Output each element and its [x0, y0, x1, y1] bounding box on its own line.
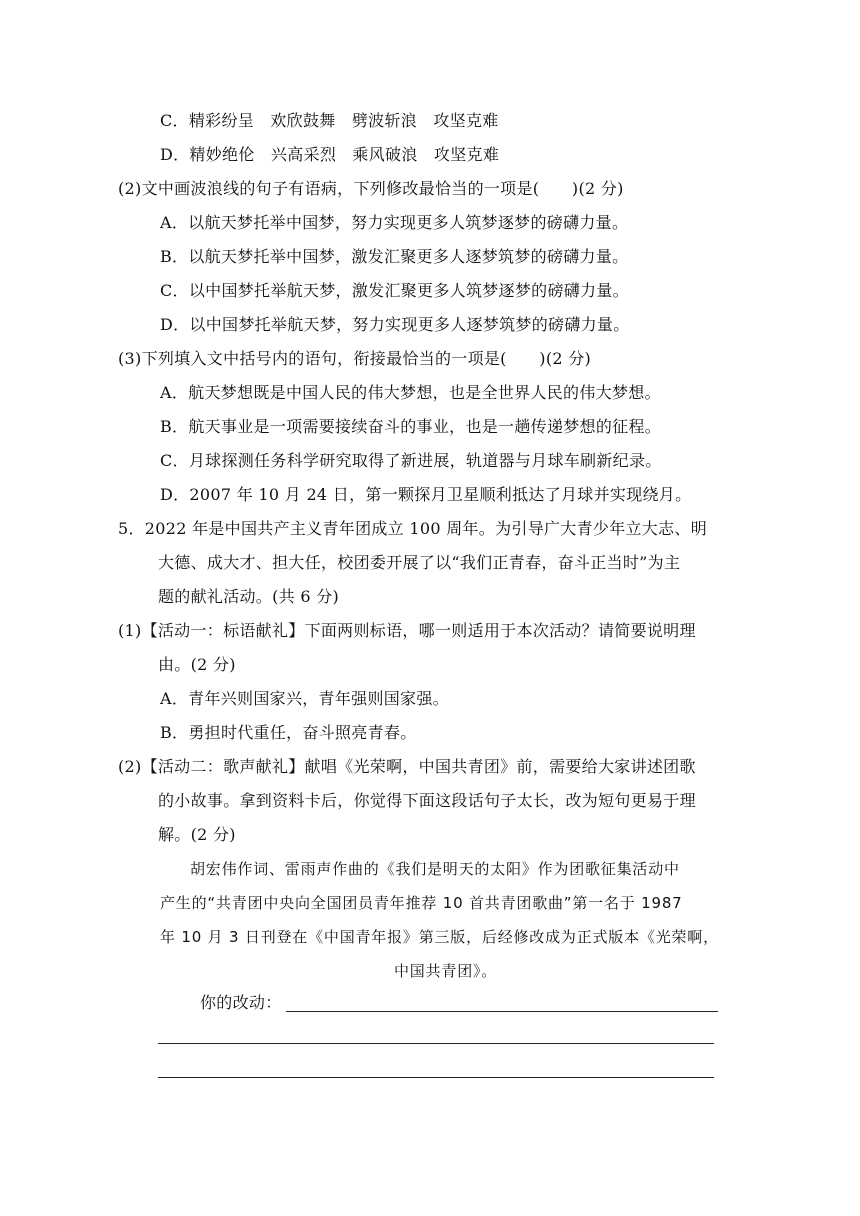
- quote-line-3: 年 10 月 3 日刊登在《中国青年报》第三版，后经修改成为正式版本《光荣啊，: [160, 928, 719, 946]
- q4-2-option-c: C．以中国梦托举航天梦，激发汇聚更多人筑梦逐梦的磅礴力量。: [160, 281, 629, 300]
- q4-2-option-a: A．以航天梦托举中国梦，努力实现更多人筑梦逐梦的磅礴力量。: [160, 213, 629, 232]
- q5-2-stem-line-3: 解。(2 分): [158, 825, 236, 844]
- quote-line-1: 胡宏伟作词、雷雨声作曲的《我们是明天的太阳》作为团歌征集活动中: [190, 860, 680, 878]
- q4-1-option-c: C．精彩纷呈 欢欣鼓舞 劈波斩浪 攻坚克难: [160, 111, 499, 130]
- q5-2-stem-line-1: (2)【活动二：歌声献礼】献唱《光荣啊，中国共青团》前，需要给大家讲述团歌: [118, 757, 696, 776]
- quote-line-2: 产生的“共青团中央向全国团员青年推荐 10 首共青团歌曲”第一名于 1987: [160, 894, 683, 912]
- q5-intro-line-1: 5．2022 年是中国共产主义青年团成立 100 周年。为引导广大青少年立大志、明: [118, 519, 707, 538]
- q5-1-stem-line-2: 由。(2 分): [158, 655, 236, 674]
- answer-label: 你的改动：: [200, 993, 282, 1012]
- q4-2-option-b: B．以航天梦托举中国梦，激发汇聚更多人逐梦筑梦的磅礴力量。: [160, 247, 629, 266]
- answer-line-1[interactable]: [286, 1011, 718, 1012]
- q4-3-option-b: B．航天事业是一项需要接续奋斗的事业，也是一趟传递梦想的征程。: [160, 417, 662, 436]
- q5-1-slogan-a: A．青年兴则国家兴，青年强则国家强。: [160, 689, 449, 708]
- q4-2-stem: (2)文中画波浪线的句子有语病，下列修改最恰当的一项是( )(2 分): [118, 179, 624, 198]
- q4-2-option-d: D．以中国梦托举航天梦，努力实现更多人逐梦筑梦的磅礴力量。: [160, 315, 630, 334]
- q4-1-option-d: D．精妙绝伦 兴高采烈 乘风破浪 攻坚克难: [160, 145, 500, 164]
- q5-intro-line-3: 题的献礼活动。(共 6 分): [158, 587, 340, 606]
- q4-3-stem: (3)下列填入文中括号内的语句，衔接最恰当的一项是( )(2 分): [118, 349, 592, 368]
- q5-intro-line-2: 大德、成大才、担大任，校团委开展了以“我们正青春，奋斗正当时”为主: [158, 553, 681, 572]
- answer-line-2[interactable]: [158, 1043, 714, 1044]
- q4-3-option-a: A．航天梦想既是中国人民的伟大梦想，也是全世界人民的伟大梦想。: [160, 383, 661, 402]
- q5-1-slogan-b: B．勇担时代重任，奋斗照亮青春。: [160, 723, 417, 742]
- answer-line-3[interactable]: [158, 1077, 714, 1078]
- q4-3-option-d: D．2007 年 10 月 24 日，第一颗探月卫星顺利抵达了月球并实现绕月。: [160, 485, 692, 504]
- q5-1-stem-line-1: (1)【活动一：标语献礼】下面两则标语，哪一则适用于本次活动？请简要说明理: [118, 621, 696, 640]
- q4-3-option-c: C．月球探测任务科学研究取得了新进展，轨道器与月球车刷新纪录。: [160, 451, 662, 470]
- quote-line-4: 中国共青团》。: [394, 962, 498, 980]
- q5-2-stem-line-2: 的小故事。拿到资料卡后，你觉得下面这段话句子太长，改为短句更易于理: [158, 791, 696, 810]
